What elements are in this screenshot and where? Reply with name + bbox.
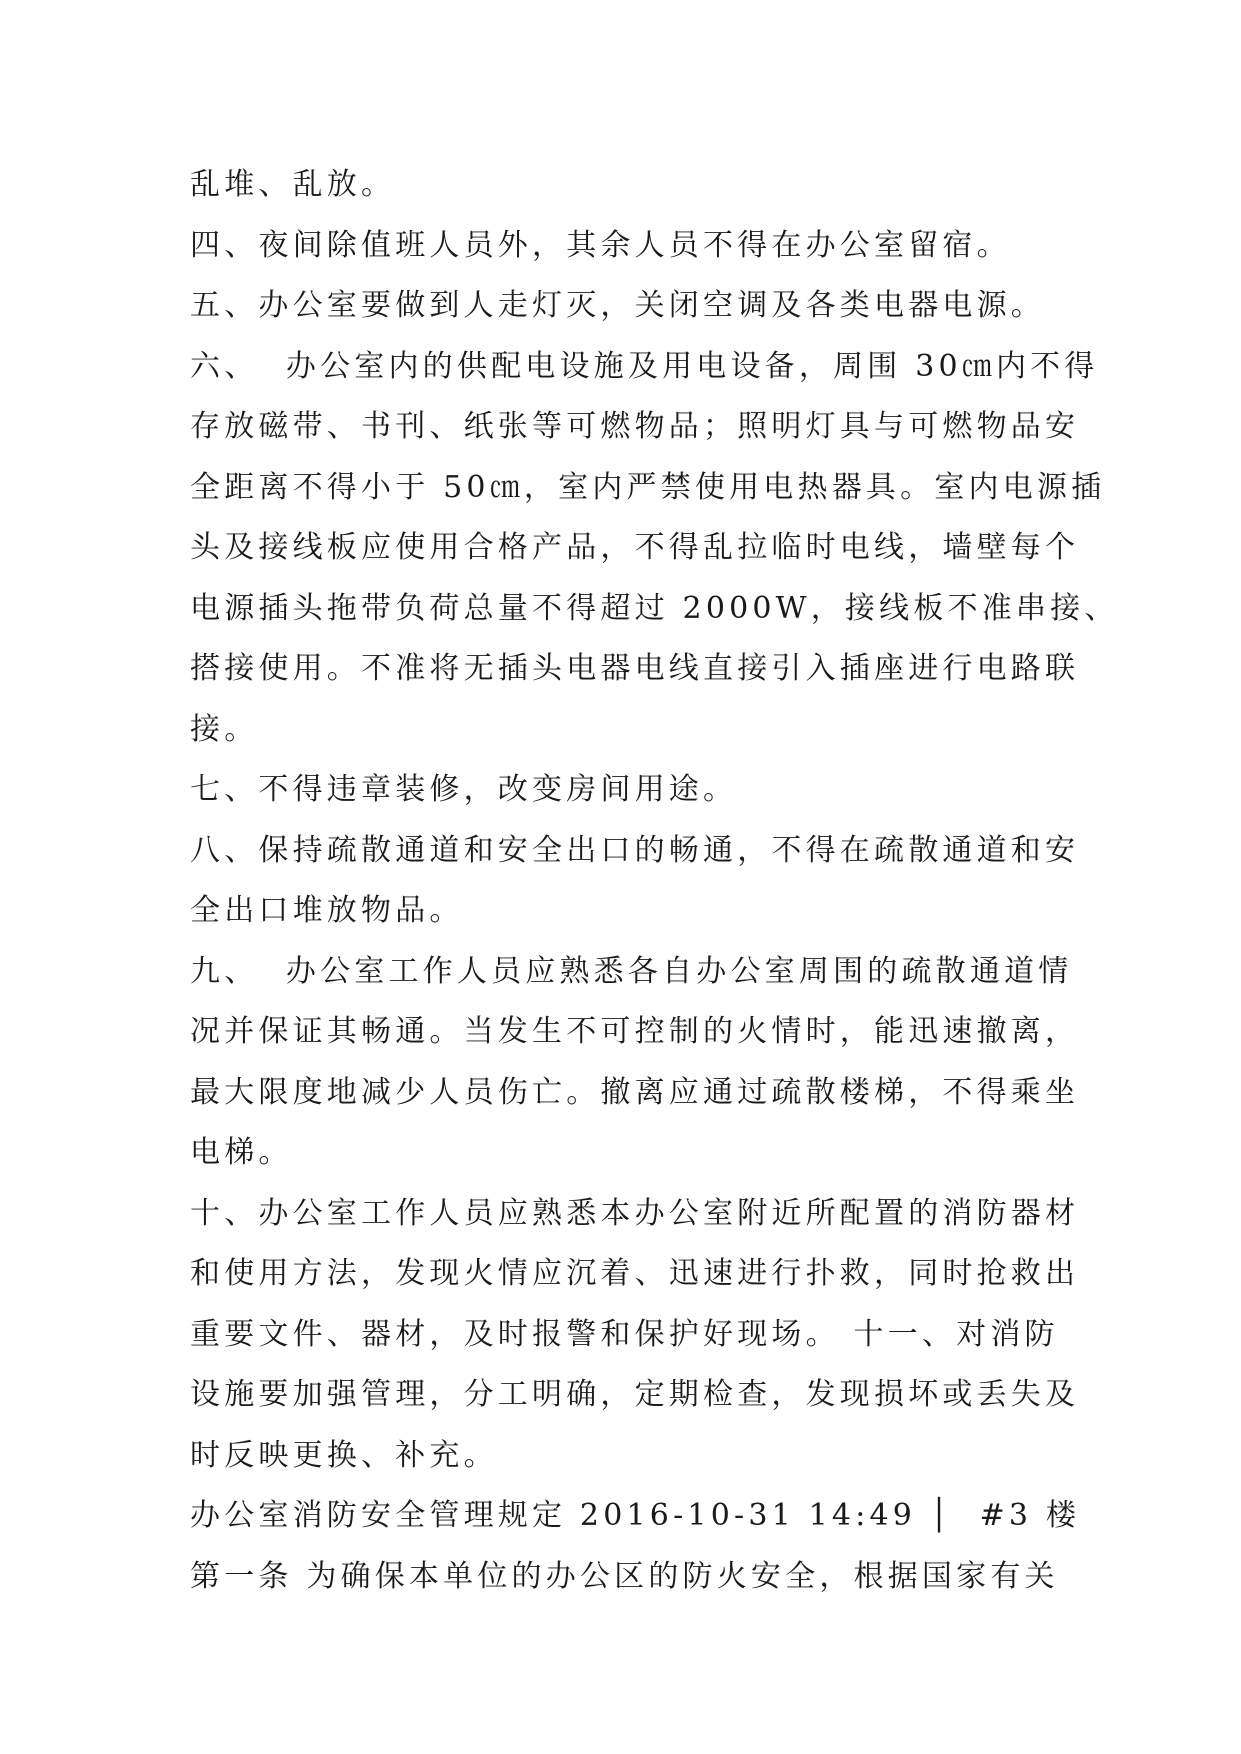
text-line: 存放磁带、书刊、纸张等可燃物品；照明灯具与可燃物品安 (190, 409, 1080, 444)
text-line: 接。 (190, 711, 259, 747)
text-line: 十、办公室工作人员应熟悉本办公室附近所配置的消防器材 (190, 1195, 1080, 1231)
text-line: 电梯。 (190, 1135, 293, 1170)
document-body (190, 155, 1119, 1607)
post-header-line: 办公室消防安全管理规定 2016-10-31 14:49 │ #3 楼 (190, 1498, 1081, 1533)
text-line: 六、 办公室内的供配电设施及用电设备，周围 30㎝内不得 (190, 348, 1099, 384)
text-line: 八、保持疏散通道和安全出口的畅通，不得在疏散通道和安 (190, 832, 1080, 868)
text-line: 电源插头拖带负荷总量不得超过 2000W，接线板不准串接、 (190, 590, 1119, 626)
text-line: 最大限度地减少人员伤亡。撤离应通过疏散楼梯，不得乘坐 (190, 1074, 1080, 1110)
text-line: 全出口堆放物品。 (190, 893, 464, 928)
text-line: 乱堆、乱放。 (190, 167, 396, 202)
text-line: 和使用方法，发现火情应沉着、迅速进行扑救，同时抢救出 (190, 1256, 1080, 1291)
text-line: 全距离不得小于 50㎝，室内严禁使用电热器具。室内电源插 (190, 469, 1106, 505)
text-line: 重要文件、器材，及时报警和保护好现场。 十一、对消防 (190, 1316, 1059, 1352)
text-line: 搭接使用。不准将无插头电器电线直接引入插座进行电路联 (190, 651, 1080, 686)
text-line: 七、不得违章装修，改变房间用途。 (190, 772, 738, 807)
text-line: 头及接线板应使用合格产品，不得乱拉临时电线，墙壁每个 (190, 530, 1080, 565)
text-line: 况并保证其畅通。当发生不可控制的火情时，能迅速撤离， (190, 1014, 1080, 1049)
text-line: 第一条 为确保本单位的办公区的防火安全，根据国家有关 (190, 1558, 1059, 1594)
text-line: 设施要加强管理，分工明确，定期检查，发现损坏或丢失及 (190, 1377, 1080, 1412)
text-line: 时反映更换、补充。 (190, 1437, 498, 1473)
text-line: 五、办公室要做到人走灯灭，关闭空调及各类电器电源。 (190, 288, 1045, 323)
text-line: 四、夜间除值班人员外，其余人员不得在办公室留宿。 (190, 227, 1011, 263)
text-line: 九、 办公室工作人员应熟悉各自办公室周围的疏散通道情 (190, 953, 1073, 989)
